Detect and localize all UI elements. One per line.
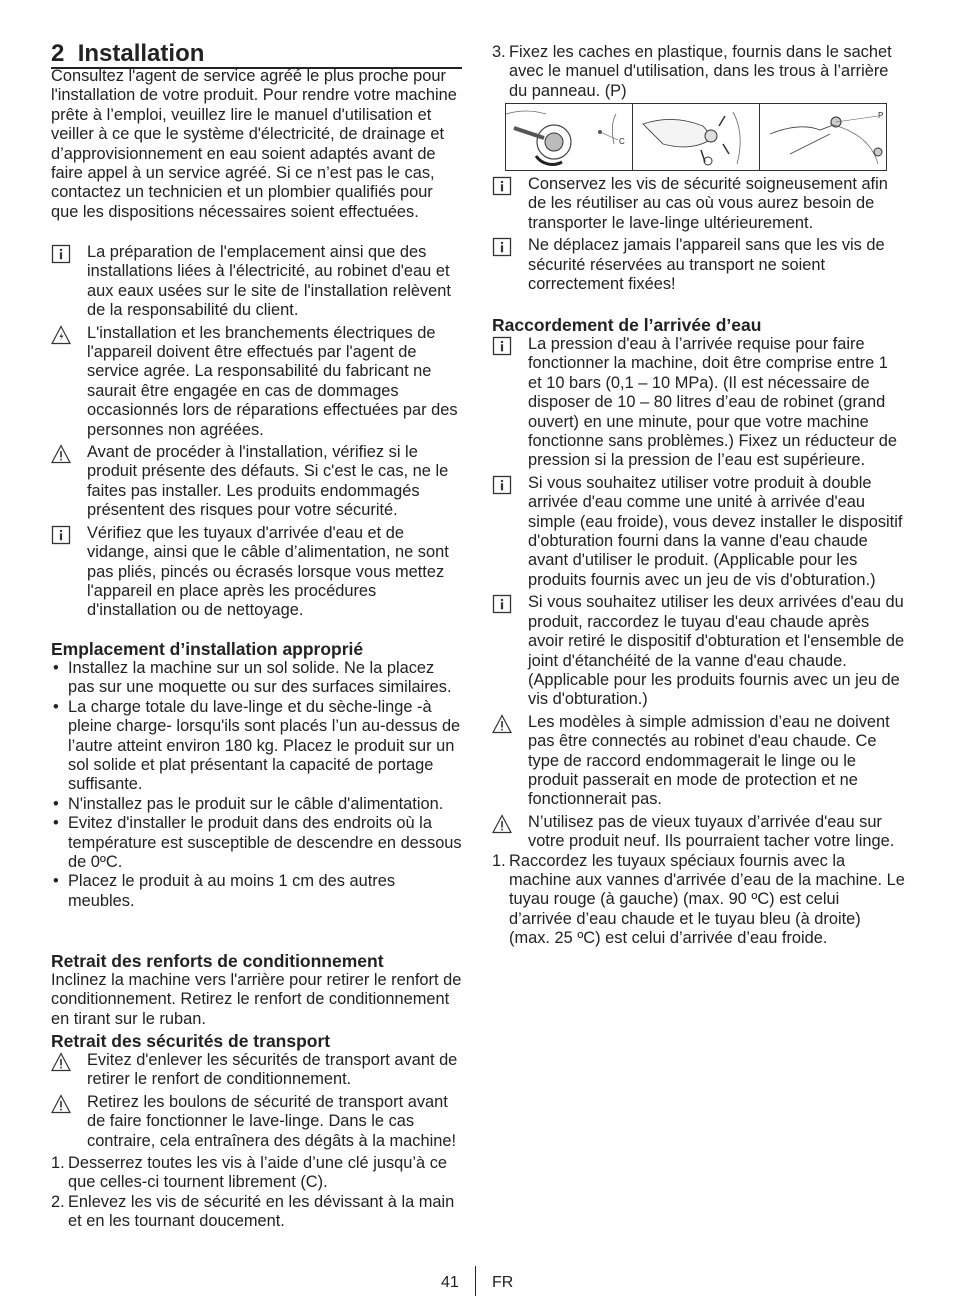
renforts-section (51, 951, 462, 1029)
list-item: • N'installez pas le produit sur le câble d'alimentation. (53, 794, 444, 813)
securites-section (51, 1031, 462, 1232)
info-icon (51, 525, 71, 545)
list-item: • Installez la machine sur un sol solide. Ne la placez pas sur une moquette ou sur des surfaces similaires. (53, 659, 452, 697)
language-code: FR (492, 1274, 514, 1291)
note-pressure: La pression d'eau à l’arrivée requise pour faire fonctionner la machine, doit être comprise entre 1 et 10 bars (0,1 – 10 MPa). (Il est nécessaire de disposer de 10 – 80 litres d’eau de robinet (grand ouvert) en une minute, pour que votre machine fonctionne sans problèmes.) Fixez un réducteur de pression si la pression de l’eau est supérieure. (492, 335, 906, 471)
emplacement-heading: Emplacement d’installation approprié (51, 639, 364, 659)
note-never-move: Ne déplacez jamais l'appareil sans que les vis de sécurité réservées au transport ne soient correctement fixées! (492, 236, 906, 294)
figure-label-c: C (619, 137, 625, 146)
section-title: 2 Installation (51, 40, 205, 67)
note-old-hoses-warning: N’utilisez pas de vieux tuyaux d’arrivée d'eau sur votre produit neuf. Ils pourraient tacher votre linge. (492, 813, 906, 852)
note-single-inlet-warning: Les modèles à simple admission d’eau ne doivent pas être connectés au robinet d'eau chaude. Ce type de raccord endommagerait le linge ou le produit passerait en mode de protection et ne fonctionnerait pas. (492, 713, 906, 810)
note-defects: Avant de procéder à l'installation, vérifiez si le produit présente des défauts. Si c'est le cas, ne le faites pas installer. Les produits endommagés présentent des risques pour votre sécurité. (51, 443, 462, 521)
left-notes (51, 243, 462, 621)
note-site-prep: La préparation de l'emplacement ainsi que des installations liées à l'électricité, au robinet d'eau et aux eaux usées sur le site de l'installation relèvent de la responsabilité du client. (51, 243, 462, 321)
list-item: 3. Fixez les caches en plastique, fournis dans le sachet avec le manuel d'utilisation, dans les trous à l’arrière du panneau. (P) (492, 43, 892, 100)
info-icon (51, 244, 71, 264)
raccordement-heading: Raccordement de l’arrivée d’eau (492, 315, 762, 335)
note-keep-bolts: Conservez les vis de sécurité soigneusement afin de les réutiliser au cas où vous aurez besoin de transporter le lave-linge ultérieurement. (492, 175, 906, 233)
footer-divider (475, 1266, 476, 1296)
list-item: • Placez le produit à au moins 1 cm des autres meubles. (53, 872, 396, 910)
step-3 (492, 43, 906, 101)
warning-icon (492, 814, 512, 834)
intro-paragraph: Consultez l'agent de service agréé le plus proche pour l'installation de votre produit. Pour rendre votre machine prête à l’emploi, veuillez lire le manuel d'utilisation et veiller à ce que le système d'électricité, de drainage et d’approvisionnement en eau soient adaptés avant de faire appel à un service agréé. Si ce n’est pas le cas, contactez un technicien et un plombier qualifiés pour que les dispositions nécessaires soient effectuées. (51, 67, 457, 221)
warning-icon (51, 1094, 71, 1114)
note-transport-2: Retirez les boulons de sécurité de transport avant de faire fonctionner le lave-linge. Dans le cas contraire, cela entraînera des dégâts à la machine! (51, 1093, 462, 1151)
note-hoses: Vérifiez que les tuyaux d'arrivée d'eau et de vidange, ainsi que le câble d’alimentation, ne sont pas pliés, pincés ou écrasés lorsque vous mettez l'appareil en place après les procédures d'installation ou de nettoyage. (51, 524, 462, 621)
note-both-inlets: Si vous souhaitez utiliser les deux arrivées d'eau du produit, raccordez le tuyau d'eau chaude après avoir retiré le dispositif d'obturation et l'ensemble de joint d'étanchéité de la vanne d'eau chaude. (Applicable pour les produits fournis avec un jeu de vis d'obturation.) (492, 593, 906, 709)
list-item: 2. Enlevez les vis de sécurité en les dévissant à la main et en les tournant doucement. (51, 1192, 455, 1231)
figure-label-p: P (878, 111, 884, 120)
info-icon (492, 336, 512, 356)
renforts-text: Inclinez la machine vers l'arrière pour retirer le renfort de conditionnement. Retirez le renfort de conditionnement en tirant sur le ruban. (51, 971, 462, 1028)
renforts-heading: Retrait des renforts de conditionnement (51, 951, 384, 971)
list-item: 1. Raccordez les tuyaux spéciaux fournis avec la machine aux vannes d'arrivée d’eau de la machine. Le tuyau rouge (à gauche) (max. 90 ºC) est celui d’arrivée d’eau chaude et le tuyau bleu (à droite) (max. 25 ºC) est celui d’arrivée d’eau froide. (492, 851, 905, 948)
right-notes (492, 175, 906, 294)
info-icon (492, 237, 512, 257)
list-item: • Evitez d'installer le produit dans des endroits où la température est susceptible de descendre en dessous de 0ºC. (53, 814, 462, 872)
emplacement-section (51, 639, 462, 911)
figure-panel-wrench (506, 104, 633, 170)
list-item: • La charge totale du lave-linge et du sèche-linge -à pleine charge- lorsqu'ils sont placés l’un au-dessus de l’autre atteint environ 180 kg. Placez le produit sur un sol solide et plat présentant la capacité de portage suffisante. (53, 697, 461, 794)
figure-panel-cap (760, 104, 886, 170)
electric-warning-icon (51, 325, 71, 345)
warning-icon (492, 714, 512, 734)
securites-steps (51, 1154, 462, 1232)
note-electrical: L'installation et les branchements électriques de l'appareil doivent être effectués par l'agent de service agrée. La responsabilité du fabricant ne saurait être engagée en cas de dommages occasionnés lors de réparations effectuées par des personnes non agréées. (51, 324, 462, 440)
list-item: 1. Desserrez toutes les vis à l’aide d’une clé jusqu’à ce que celles-ci tournent librement (C). (51, 1154, 448, 1192)
info-icon (492, 176, 512, 196)
note-transport-1: Evitez d'enlever les sécurités de transport avant de retirer le renfort de conditionnement. (51, 1051, 462, 1090)
raccordement-steps (492, 852, 906, 949)
warning-icon (51, 1052, 71, 1072)
info-icon (492, 475, 512, 495)
warning-icon (51, 444, 71, 464)
emplacement-list (51, 659, 462, 911)
info-icon (492, 594, 512, 614)
figure-panel-hand (633, 104, 760, 170)
securites-heading: Retrait des sécurités de transport (51, 1031, 331, 1051)
transport-bolts-figure (505, 103, 887, 171)
page-number: 41 (441, 1274, 459, 1291)
raccordement-section (492, 315, 906, 949)
note-double-inlet: Si vous souhaitez utiliser votre produit à double arrivée d'eau comme une unité à arrivée d'eau simple (eau froide), vous devez installer le dispositif d'obturation fourni dans la vanne d'eau chaude avant d'utiliser le produit. (Applicable pour les produits fournis avec un jeu de vis d'obturation.) (492, 474, 906, 590)
